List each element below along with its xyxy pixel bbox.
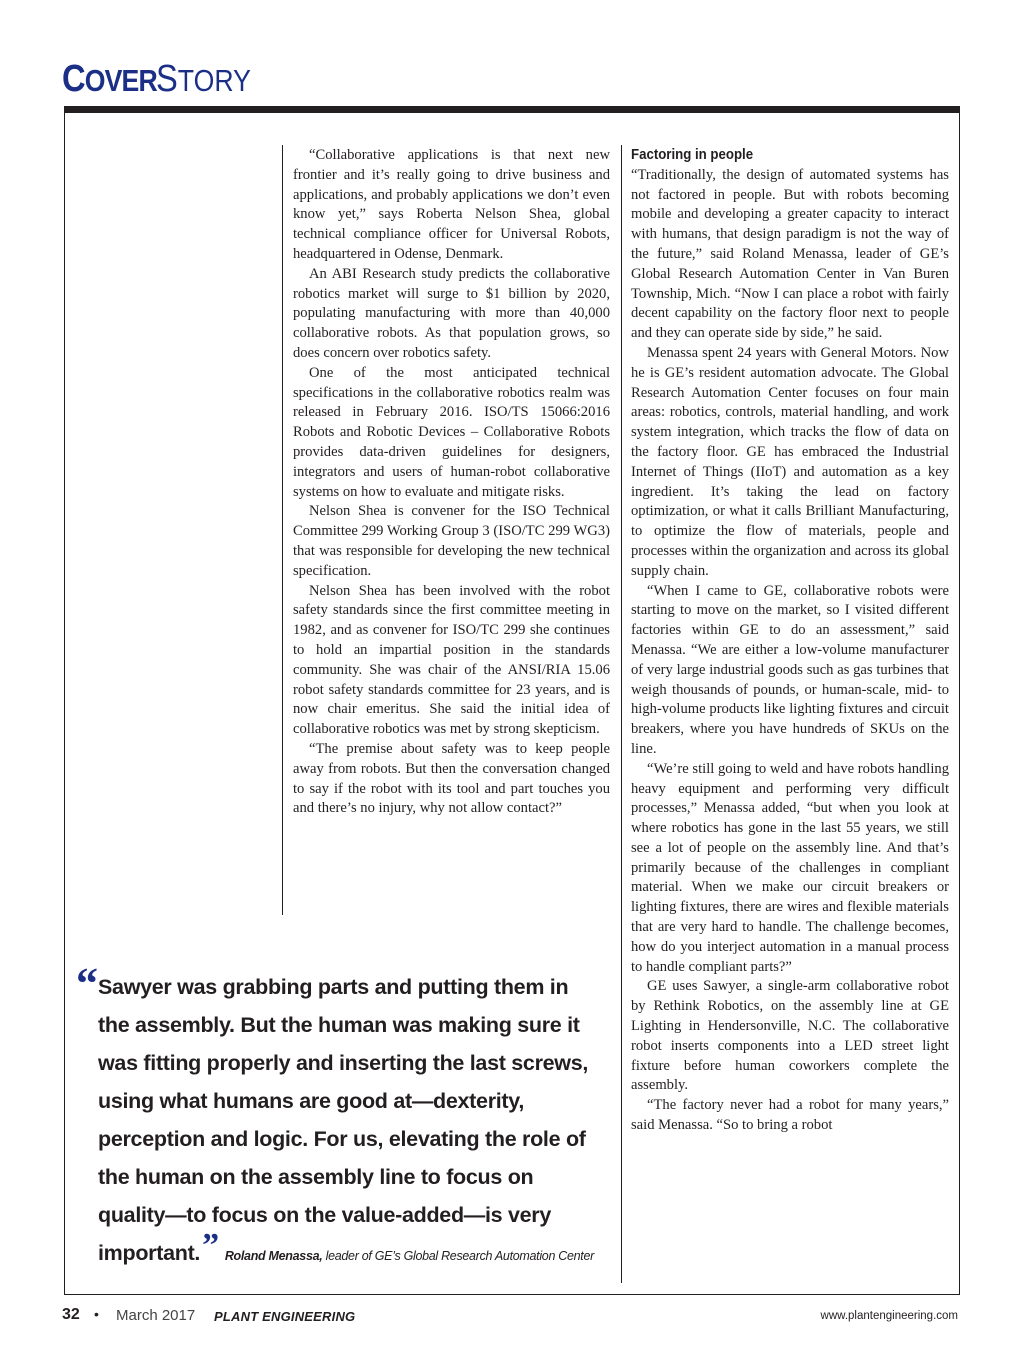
close-quote-mark: ” xyxy=(202,1227,219,1264)
attribution-name: Roland Menassa, xyxy=(224,1249,323,1263)
frame-right-border xyxy=(959,113,960,1295)
pull-quote-text: Sawyer was grabbing parts and putting them in the assembly. But the human was making sure it was fitting properly and inserting the last screws, using what humans are good at—dexterity, perception and logic. For us, elevating the role of the human on the assembly line to focus on quality—to focus on the value-added—is very important. xyxy=(98,975,589,1265)
body-paragraph: “When I came to GE, collaborative robots were starting to move on the market, so I visited different factories within GE to do an assessment,” said Menassa. “We are either a low-volume manufacturer of very large industrial goods such as gas turbines that weigh thousands of pounds, or human-scale, mid- to high-volume products like lighting fixtures and circuit breakers, where you have hundreds of SKUs on the line. xyxy=(631,582,949,757)
body-paragraph: “Traditionally, the design of automated systems has not factored in people. But with robots becoming mobile and developing a greater capacity to interact with humans, that design paradigm is not the way of the future,” said Roland Menassa, leader of GE’s Global Research Automation Center in Van Buren Township, Mich. “Now I can place a robot with fairly decent capability on the factory floor next to people and they can operate side by side,” he said. xyxy=(631,166,949,342)
section-label-cover: COVER xyxy=(62,58,157,100)
article-column-1 xyxy=(293,146,610,819)
section-header xyxy=(62,58,267,104)
body-paragraph: “We’re still going to weld and have robots handling heavy equipment and performing very difficult processes,” Menassa added, “but when you look at where robotics has gone in the last 55 years, we still see a lot of people on the assembly line. And that’s primarily because of the challenges in compliant material. When we make our circuit breakers or lighting fixtures, there are wires and flexible materials that are very hard to handle. The challenge becomes, how do you interject automation in a manual process to handle compliant parts?” xyxy=(631,760,949,975)
article-column-2 xyxy=(631,146,949,1136)
body-paragraph: Menassa spent 24 years with General Motors. Now he is GE’s resident automation advocate. The Global Research Automation Center focuses on four main areas: robotics, controls, material handling, and work system integration, which tracks the flow of data on the factory floor. GE has embraced the Industrial Internet of Things (IIoT) and automation as a key ingredient. It’s taking the lead on factory optimization, or what it calls Brilliant Manufacturing, to optimize the flow of materials, people and processes within the organization and across its global supply chain. xyxy=(631,344,949,579)
column-divider-left xyxy=(282,145,283,915)
footer-separator: • xyxy=(94,1306,99,1322)
body-paragraph: One of the most anticipated technical specifications in the collaborative robotics realm was released in February 2016. ISO/TS 15066:2016 Robots and Robotic Devices – Collaborative Robots provides data-driven guidelines for designers, integrators and users of human-robot collaborative systems on how to evaluate and mitigate risks. xyxy=(293,364,610,500)
column-divider-right xyxy=(621,145,622,1283)
body-paragraph: “The premise about safety was to keep people away from robots. But then the conversation changed to say if the robot with its tool and part touches you and there’s no injury, why not allow contact?” xyxy=(293,740,610,817)
header-rule xyxy=(64,106,960,113)
section-label-story: STORY xyxy=(156,58,252,100)
open-quote-mark: “ xyxy=(76,959,98,1008)
pull-quote-attribution xyxy=(100,1248,594,1264)
frame-left-border xyxy=(64,113,65,1295)
page-footer xyxy=(62,1306,960,1330)
magazine-name: PLANT ENGINEERING xyxy=(214,1309,356,1324)
body-paragraph: Nelson Shea is convener for the ISO Technical Committee 299 Working Group 3 (ISO/TC 299 WG3) that was responsible for developing the new technical specification. xyxy=(293,503,610,579)
body-paragraph: An ABI Research study predicts the collaborative robotics market will surge to $1 billion by 2020, populating manufacturing with more than 40,000 collaborative robots. As that population grows, so does concern over robotics safety. xyxy=(293,265,610,361)
subhead: Factoring in people xyxy=(631,147,754,163)
page-number: 32 xyxy=(62,1306,80,1323)
body-paragraph: GE uses Sawyer, a single-arm collaborative robot by Rethink Robotics, on the assembly line at GE Lighting in Hendersonville, N.C. The collaborative robot inserts components into a LED street light fixture before human coworkers complete the assembly. xyxy=(631,978,949,1094)
issue-date: March 2017 xyxy=(116,1307,196,1324)
body-paragraph: “Collaborative applications is that next new frontier and it’s really going to drive business and applications, and probably applications we don’t even know yet,” says Roberta Nelson Shea, global technical compliance officer for Universal Robots, headquartered in Odense, Denmark. xyxy=(293,147,610,262)
body-paragraph: “The factory never had a robot for many years,” said Menassa. “So to bring a robot xyxy=(631,1097,949,1134)
website-link[interactable]: www.plantengineering.com xyxy=(820,1310,958,1322)
body-paragraph: Nelson Shea has been involved with the robot safety standards since the first committee meeting in 1982, and as convener for ISO/TC 299 she continues to hold an impartial position in the standards community. She was chair of the ANSI/RIA 15.06 robot safety standards committee for 23 years, and is now chair emeritus. She said the initial idea of collaborative robotics was met by strong skepticism. xyxy=(293,582,610,738)
pull-quote xyxy=(98,968,598,1272)
attribution-title: leader of GE’s Global Research Automation Center xyxy=(322,1249,594,1263)
frame-bottom-border xyxy=(64,1294,960,1295)
